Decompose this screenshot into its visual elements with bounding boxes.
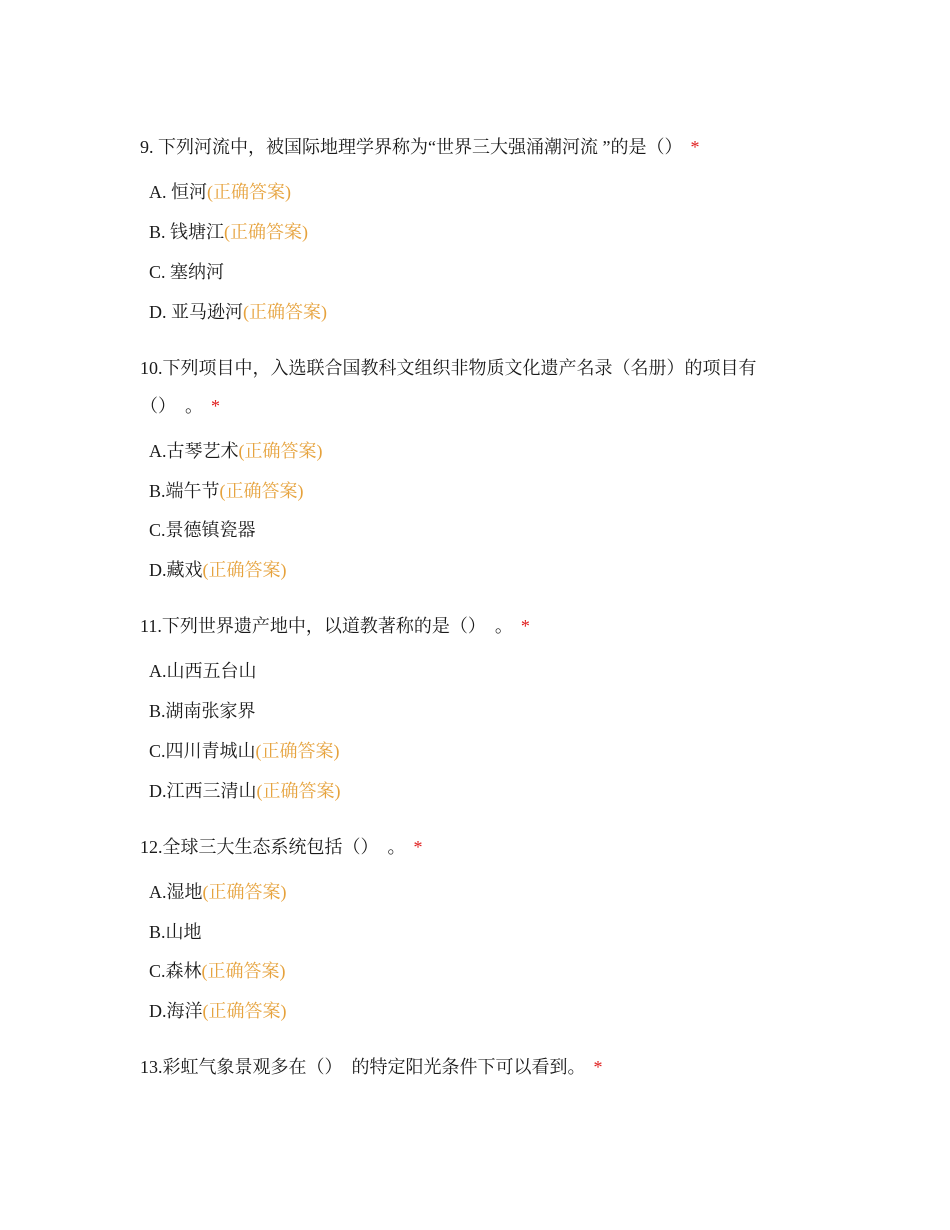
option-label: A. 恒河 — [149, 182, 207, 202]
option-label: C.景德镇瓷器 — [149, 520, 256, 540]
option-q11-c[interactable] — [149, 738, 340, 764]
option-q9-d[interactable] — [149, 299, 327, 325]
option-q9-a[interactable] — [149, 179, 291, 205]
required-asterisk: * — [593, 1057, 603, 1077]
question-10 — [140, 349, 790, 425]
option-q10-b[interactable] — [149, 478, 304, 504]
option-label: B. 钱塘江 — [149, 222, 225, 242]
option-label: C.森林 — [149, 961, 202, 981]
correct-answer-tag: (正确答案) — [201, 961, 286, 981]
option-label: B.端午节 — [149, 481, 220, 501]
correct-answer-tag: (正确答案) — [224, 222, 309, 242]
question-12 — [140, 828, 790, 866]
option-q9-c[interactable] — [149, 259, 224, 285]
option-label: D.江西三清山 — [149, 781, 257, 801]
question-11 — [140, 607, 790, 645]
option-q10-c[interactable] — [149, 517, 256, 543]
option-q12-d[interactable] — [149, 998, 287, 1024]
option-q10-a[interactable] — [149, 438, 323, 464]
option-q11-d[interactable] — [149, 778, 341, 804]
question-title: 11.下列世界遗产地中，以道教著称的是（） 。 — [140, 616, 513, 636]
required-asterisk: * — [211, 396, 220, 416]
option-q12-a[interactable] — [149, 879, 287, 905]
option-label: C.四川青城山 — [149, 741, 256, 761]
required-asterisk: * — [690, 137, 700, 157]
option-q11-b[interactable] — [149, 698, 256, 724]
option-label: A.山西五台山 — [149, 661, 257, 681]
question-title: 9. 下列河流中，被国际地理学界称为“世界三大强涌潮河流 ”的是（） — [140, 137, 683, 157]
question-title: 13.彩虹气象景观多在（） 的特定阳光条件下可以看到。 — [140, 1057, 586, 1077]
correct-answer-tag: (正确答案) — [202, 560, 287, 580]
option-label: D. 亚马逊河 — [149, 302, 243, 322]
correct-answer-tag: (正确答案) — [202, 882, 287, 902]
option-label: D.藏戏 — [149, 560, 203, 580]
correct-answer-tag: (正确答案) — [202, 1001, 287, 1021]
question-13 — [140, 1048, 790, 1086]
correct-answer-tag: (正确答案) — [219, 481, 304, 501]
option-label: C. 塞纳河 — [149, 262, 225, 282]
correct-answer-tag: (正确答案) — [255, 741, 340, 761]
option-q9-b[interactable] — [149, 219, 308, 245]
option-q11-a[interactable] — [149, 658, 257, 684]
option-label: D.海洋 — [149, 1001, 203, 1021]
required-asterisk: * — [413, 837, 423, 857]
option-label: B.湖南张家界 — [149, 701, 256, 721]
option-label: B.山地 — [149, 922, 202, 942]
question-9 — [140, 128, 790, 166]
correct-answer-tag: (正确答案) — [207, 182, 291, 202]
required-asterisk: * — [520, 616, 530, 636]
correct-answer-tag: (正确答案) — [256, 781, 341, 801]
question-title: 10.下列项目中，入选联合国教科文组织非物质文化遗产名录（名册）的项目有（） 。 — [140, 358, 757, 416]
option-q12-c[interactable] — [149, 958, 286, 984]
correct-answer-tag: (正确答案) — [238, 441, 323, 461]
question-title: 12.全球三大生态系统包括（） 。 — [140, 837, 406, 857]
option-q12-b[interactable] — [149, 919, 202, 945]
option-label: A.湿地 — [149, 882, 203, 902]
option-label: A.古琴艺术 — [149, 441, 239, 461]
correct-answer-tag: (正确答案) — [243, 302, 327, 322]
option-q10-d[interactable] — [149, 557, 287, 583]
